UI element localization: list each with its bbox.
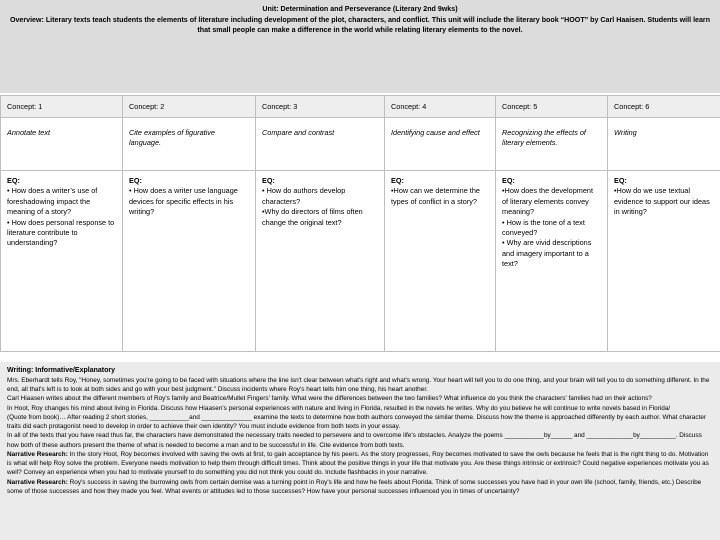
eq-title: EQ: <box>262 176 275 185</box>
concept-heading <box>496 96 608 118</box>
unit-header <box>0 0 720 93</box>
concept-skill <box>496 118 608 171</box>
concept-heading <box>1 96 123 118</box>
eq-title: EQ: <box>391 176 404 185</box>
eq-item: •How does the development of literary elements convey meaning? <box>502 186 593 217</box>
narrative-label: Narrative Research: <box>7 478 68 486</box>
eq-title: EQ: <box>502 176 515 185</box>
concept-heading-row <box>1 96 720 118</box>
eq-item: • How does a writer’s use of foreshadowing impact the meaning of a story? <box>7 186 98 217</box>
essential-questions <box>496 171 608 352</box>
concept-heading-label: Concept: 4 <box>391 102 427 111</box>
concept-skill-text: Recognizing the effects of literary elements. <box>502 128 586 148</box>
unit-overview: Overview: Literary texts teach students the elements of literature including development of the plot, characters, and conflict. This unit will include the literary book “HOOT” by Carl Haaisen. Students will learn that small people can make a difference in the world while relating literary elements to the novel. <box>9 15 711 34</box>
concept-skill <box>1 118 123 171</box>
eq-item: • How do authors develop characters? <box>262 186 346 206</box>
concept-skill-row <box>1 118 720 171</box>
eq-item: • Why are vivid descriptions and imagery important to a text? <box>502 238 592 269</box>
writing-prompt: Mrs. Eberhardt tells Roy, "Honey, sometimes you're going to be faced with situations where the line isn't clear between what's right and what's wrong. Your heart will tell you to do one thing, and your brain will tell you to do something different. In the end, all that's left is to look at both sides and go with your best judgment." Discuss incidents where Roy's heart tells him one thing, his heart another. <box>7 376 710 393</box>
narrative-prompt <box>7 478 713 497</box>
narrative-label: Narrative Research: <box>7 450 68 458</box>
narrative-text: In the story Hoot, Roy becomes involved with saving the owls at first, to gain acceptance by his peers. As the story progresses, Roy becomes motivated to save the owls because he feels that is the right thing to do. Motivation is what will help Roy solve the problem. Everyone needs motivation to help them through difficult times. Think about the positive things in your life that motivate you. Are these things intrinsic or extrinsic? Could negative experiences motivate you as well? Convey an experience when you had to motivate yourself to do something you did not think you could do. Include flashbacks in your narrative. <box>7 450 709 477</box>
essential-questions <box>256 171 385 352</box>
concept-heading <box>256 96 385 118</box>
writing-prompt: (Quote from book)… After reading 2 short stories, ___________and ______________ examine the texts to determine how both authors conveyed the similar theme. Discuss how the theme is approached differently by each author. What character traits did each protagonist need to develop in order to achieve their own identity? You must include evidence from both texts in your essay. <box>7 413 707 430</box>
essential-questions <box>123 171 256 352</box>
concept-skill-text: Annotate text <box>7 128 51 137</box>
concept-skill <box>608 118 720 171</box>
narrative-text: Roy's success in saving the burrowing owls from certain demise was a turning point in Roy's life and how he feels about Florida. Think of some successes you have had in your own life (school, family, friends, etc.) Describe some of those successes and how they made you feel. What events or attitudes led to those successes? How have your personal successes influenced you in times of uncertainty? <box>7 478 702 495</box>
narrative-prompt <box>7 450 713 478</box>
concept-heading <box>123 96 256 118</box>
concept-heading <box>608 96 720 118</box>
eq-item: •Why do directors of films often change the original text? <box>262 207 363 227</box>
eq-item: • How does personal response to literature contribute to understanding? <box>7 217 115 248</box>
writing-prompt: In all of the texts that you have read thus far, the characters have demonstrated the necessary traits needed to persevere and to overcome life's obstacles. Analyze the poems ___________by______ and _____________by__________. Discuss how both of these authors present the theme of what is needed to become a man and to be successful in life. Cite evidence from both texts. <box>7 432 702 449</box>
concept-heading-label: Concept: 6 <box>614 102 650 111</box>
essential-questions <box>608 171 720 352</box>
eq-item: • How does a writer use language devices for specific effects in his writing? <box>129 186 238 217</box>
eq-title: EQ: <box>7 176 20 185</box>
concept-heading-label: Concept: 5 <box>502 102 538 111</box>
essential-questions <box>385 171 496 352</box>
concept-skill-text: Writing <box>614 128 637 137</box>
writing-section <box>0 362 720 540</box>
concept-skill-text: Cite examples of figurative language. <box>129 128 215 148</box>
eq-item: •How can we determine the types of conflict in a story? <box>391 186 480 206</box>
eq-item: • How is the tone of a text conveyed? <box>502 217 585 238</box>
concept-skill-text: Identifying cause and effect <box>391 128 480 137</box>
writing-title: Writing: Informative/Explanatory <box>7 367 115 374</box>
writing-prompt: In Hoot, Roy changes his mind about living in Florida. Discuss how Hiaasen's personal experiences with nature and living in Florida, resulted in the novels he writes. Why do you believe he will continue to write novels based in Florida/ <box>7 404 671 412</box>
concept-skill <box>385 118 496 171</box>
concept-heading-label: Concept: 1 <box>7 102 43 111</box>
concept-skill <box>123 118 256 171</box>
essential-question-row <box>1 171 720 352</box>
concept-table <box>0 95 720 352</box>
unit-title: Unit: Determination and Perseverance (Literary 2nd 9wks) <box>262 5 458 13</box>
eq-title: EQ: <box>129 176 142 185</box>
concept-skill-text: Compare and contrast <box>262 128 335 137</box>
eq-item: •How do we use textual evidence to support our ideas in writing? <box>614 186 710 217</box>
writing-prompt: Carl Hiaasen writes about the different members of Roy's family and Beatrice/Mullet Fingers' family. What were the differences between the two families? What influence do you think the characters' families had on their actions? <box>7 395 652 403</box>
essential-questions <box>1 171 123 352</box>
concept-skill <box>256 118 385 171</box>
concept-heading <box>385 96 496 118</box>
concept-heading-label: Concept: 2 <box>129 102 165 111</box>
eq-title: EQ: <box>614 176 627 185</box>
concept-heading-label: Concept: 3 <box>262 102 298 111</box>
